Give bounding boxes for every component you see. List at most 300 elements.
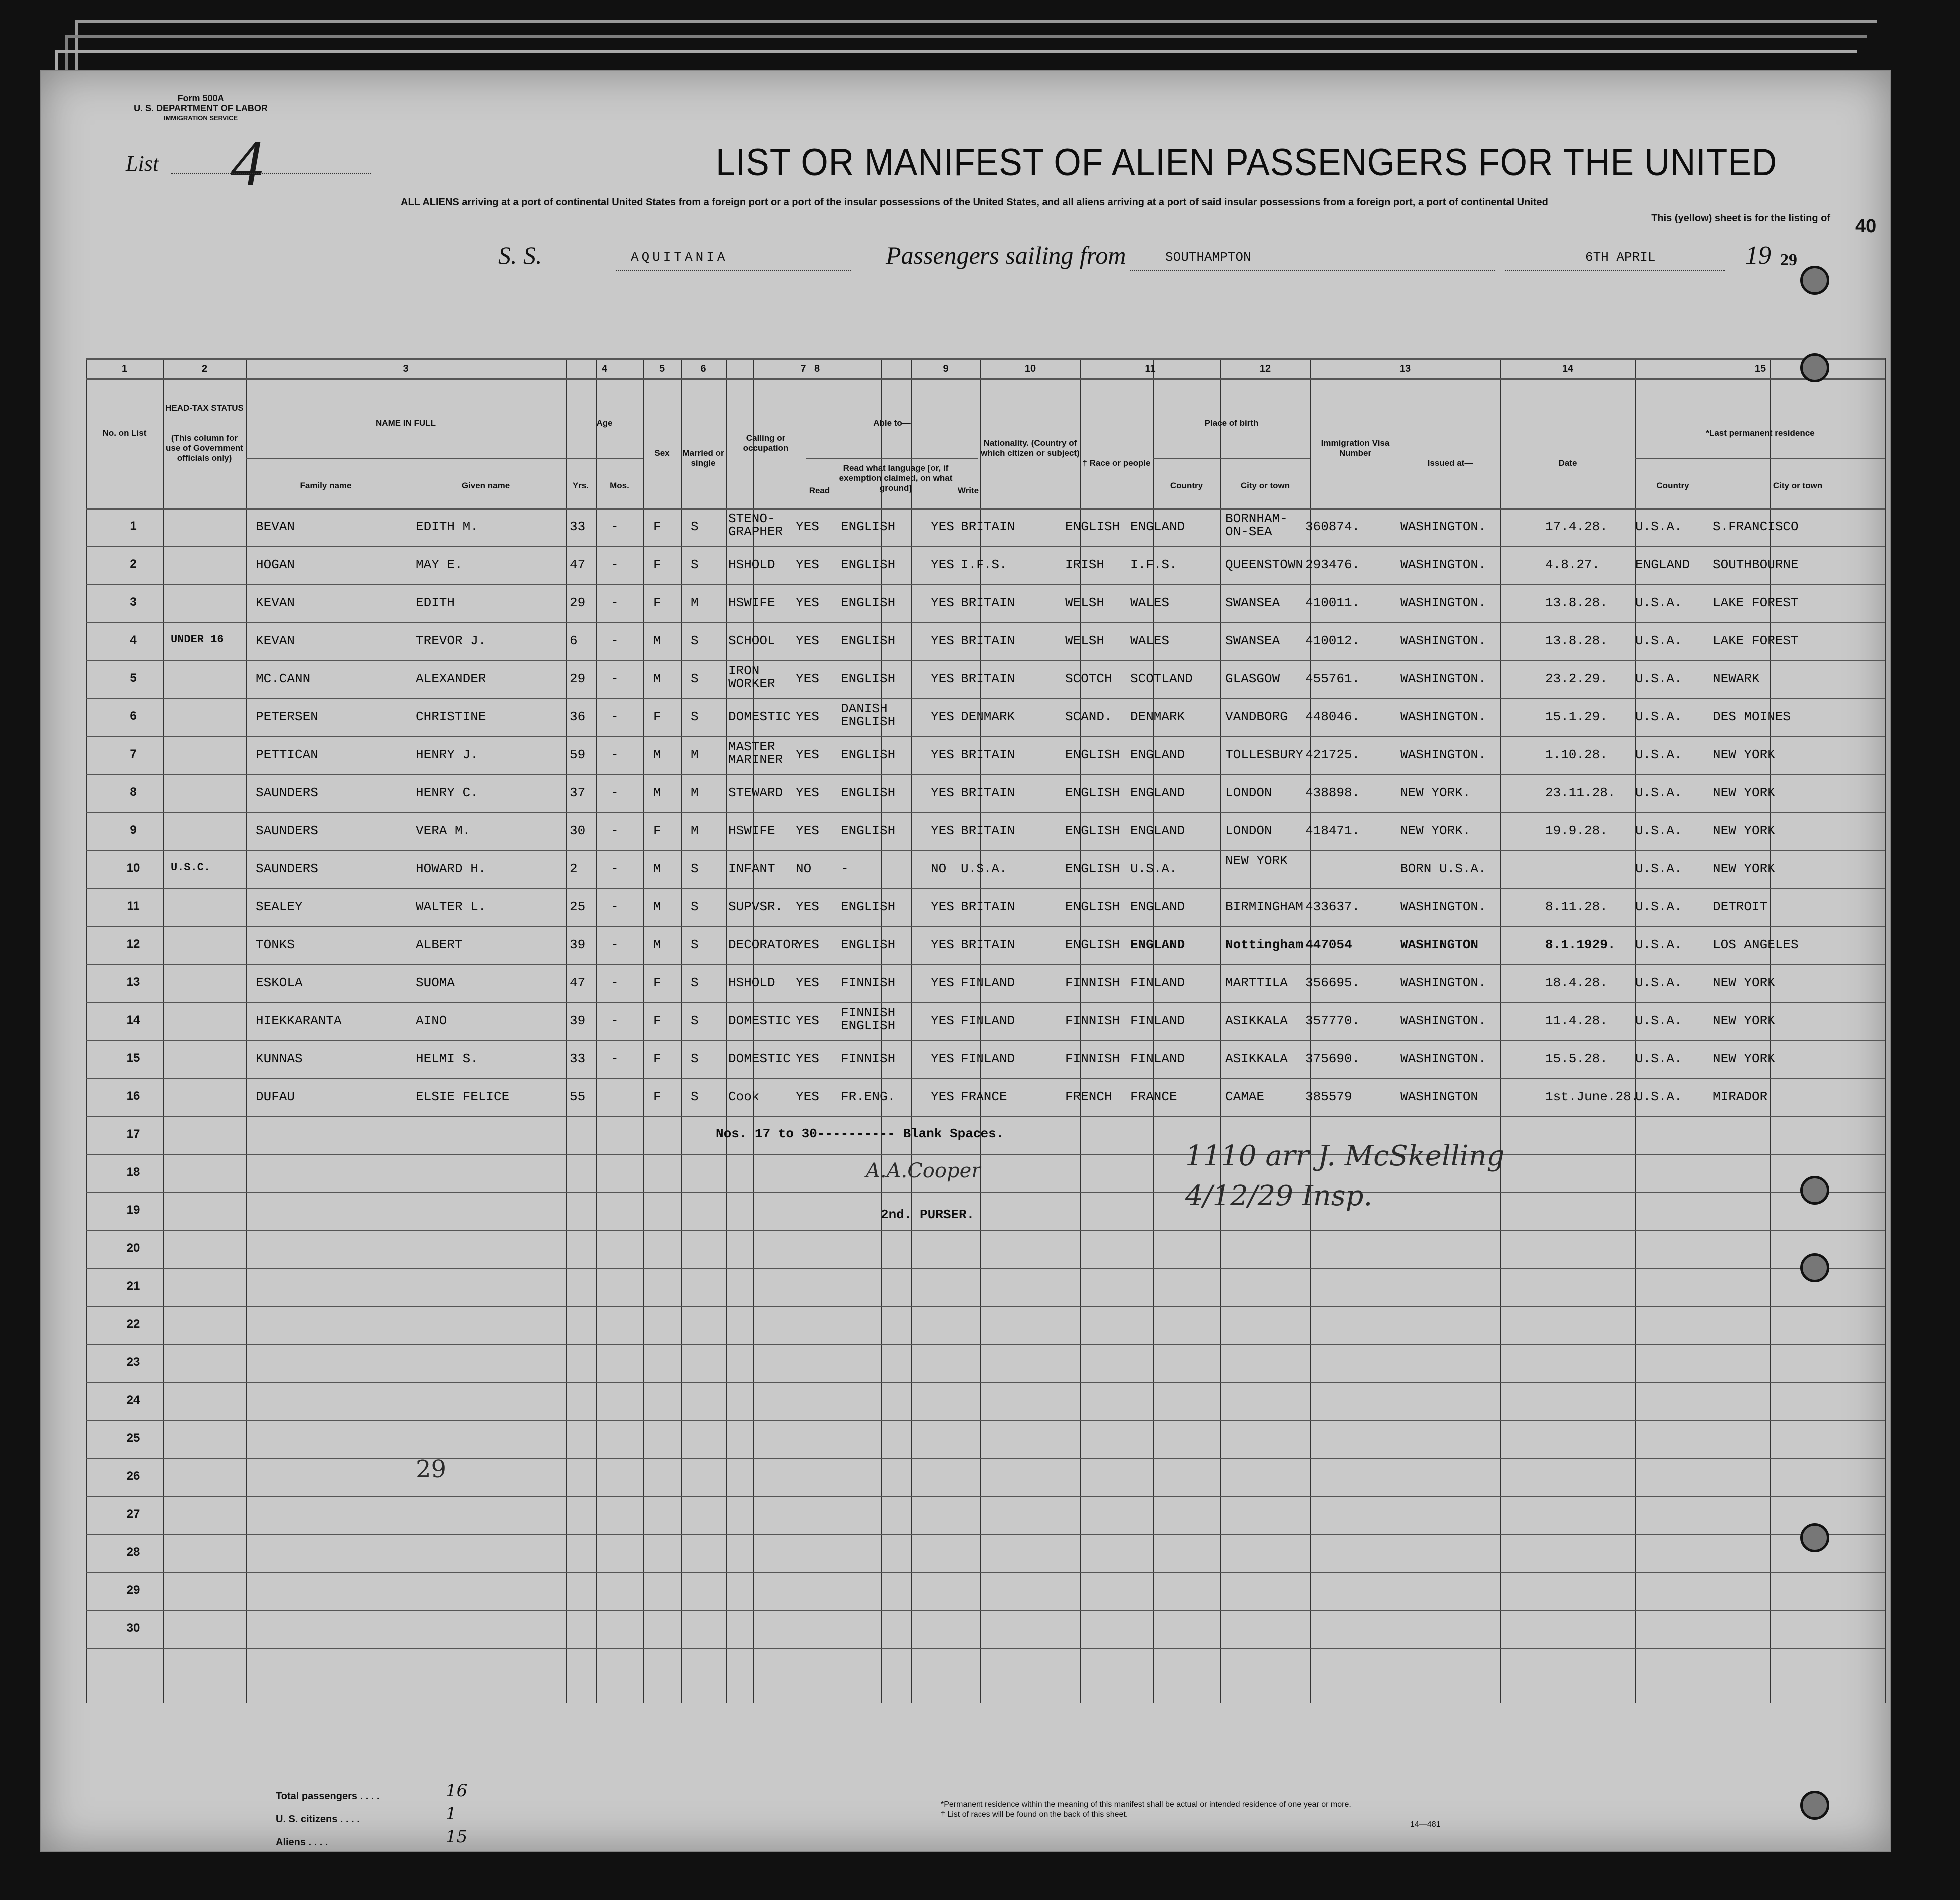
- row-line: [86, 736, 1885, 737]
- cell-r-country: U.S.A.: [1635, 1051, 1682, 1066]
- subheader-line: [566, 458, 643, 459]
- cell-b-country: DENMARK: [1130, 709, 1185, 724]
- cell-write: YES: [931, 937, 954, 952]
- cell-occupation: IRON WORKER: [728, 663, 775, 691]
- column-header: Read: [809, 486, 830, 495]
- cell-language: FR.ENG.: [841, 1089, 896, 1104]
- cell-mos: -: [611, 519, 619, 534]
- column-header: Immigration Visa Number: [1321, 438, 1390, 458]
- cell-r-country: U.S.A.: [1635, 709, 1682, 724]
- cell-b-city: NEW YORK: [1225, 853, 1288, 868]
- cell-b-country: U.S.A.: [1130, 861, 1177, 876]
- cell-date: 23.2.29.: [1545, 671, 1608, 686]
- column-number: 7: [800, 363, 806, 374]
- cell-yrs: 33: [570, 519, 586, 534]
- cell-r-city: NEWARK: [1713, 671, 1760, 686]
- cell-mos: -: [611, 899, 619, 914]
- cell-read: YES: [796, 633, 819, 648]
- cell-read: YES: [796, 1013, 819, 1028]
- cell-b-country: ENGLAND: [1130, 899, 1185, 914]
- cell-yrs: 33: [570, 1051, 586, 1066]
- cell-language: DANISH ENGLISH: [841, 701, 896, 729]
- cell-r-city: SOUTHBOURNE: [1713, 557, 1799, 572]
- column-header: Able to—: [873, 418, 911, 428]
- row-line: [86, 1078, 1885, 1079]
- total-value: 16: [446, 1781, 468, 1801]
- cell-language: ENGLISH: [841, 557, 896, 572]
- column-header: Given name: [461, 481, 510, 490]
- row-number: 13: [126, 975, 140, 989]
- head-tax-status: U.S.C.: [171, 861, 211, 874]
- cell-nationality: FINLAND: [961, 975, 1015, 990]
- cell-yrs: 47: [570, 557, 586, 572]
- cell-given: CHRISTINE: [416, 709, 486, 724]
- page-title: LIST OR MANIFEST OF ALIEN PASSENGERS FOR THE UNITED: [716, 141, 1778, 184]
- cell-read: YES: [796, 785, 819, 800]
- column-header: Place of birth: [1204, 418, 1259, 428]
- column-divider: [643, 358, 644, 1703]
- cell-b-country: I.F.S.: [1130, 557, 1177, 572]
- cell-r-city: NEW YORK: [1713, 1051, 1775, 1066]
- cell-occupation: STEWARD: [728, 785, 783, 800]
- row-line: [86, 1572, 1885, 1573]
- cell-b-city: GLASGOW: [1225, 671, 1280, 686]
- cell-family: KUNNAS: [256, 1051, 303, 1066]
- row-number: 4: [130, 633, 137, 647]
- cell-read: YES: [796, 557, 819, 572]
- cell-b-city: BORNHAM- ON-SEA: [1225, 511, 1288, 539]
- cell-family: HOGAN: [256, 557, 295, 572]
- cell-language: -: [841, 861, 849, 876]
- cell-b-city: ASIKKALA: [1225, 1051, 1288, 1066]
- cell-date: 8.1.1929.: [1545, 937, 1616, 952]
- cell-b-country: WALES: [1130, 633, 1170, 648]
- cell-date: 23.11.28.: [1545, 785, 1616, 800]
- cell-race: SCAND.: [1065, 709, 1112, 724]
- cell-r-country: U.S.A.: [1635, 1089, 1682, 1104]
- cell-write: YES: [931, 975, 954, 990]
- cell-family: MC.CANN: [256, 671, 311, 686]
- cell-b-country: ENGLAND: [1130, 519, 1185, 534]
- cell-write: YES: [931, 899, 954, 914]
- cell-issued: WASHINGTON: [1400, 937, 1479, 952]
- cell-mos: -: [611, 975, 619, 990]
- cell-nationality: BRITAIN: [961, 595, 1015, 610]
- cell-language: ENGLISH: [841, 747, 896, 762]
- cell-occupation: HSHOLD: [728, 557, 775, 572]
- cell-read: YES: [796, 975, 819, 990]
- cell-sex: M: [653, 747, 661, 762]
- cell-ms: S: [691, 975, 699, 990]
- cell-family: HIEKKARANTA: [256, 1013, 342, 1028]
- cell-ms: M: [691, 823, 699, 838]
- cell-occupation: HSWIFE: [728, 823, 775, 838]
- cell-mos: -: [611, 1051, 619, 1066]
- cell-read: YES: [796, 937, 819, 952]
- cell-given: HELMI S.: [416, 1051, 478, 1066]
- departure-date: 6TH APRIL: [1585, 250, 1656, 265]
- passengers-label: Passengers sailing from: [886, 241, 1126, 269]
- cell-ms: M: [691, 595, 699, 610]
- cell-yrs: 39: [570, 1013, 586, 1028]
- cell-race: SCOTCH: [1065, 671, 1112, 686]
- row-number: 29: [126, 1583, 140, 1597]
- cell-nationality: FINLAND: [961, 1051, 1015, 1066]
- cell-date: 15.5.28.: [1545, 1051, 1608, 1066]
- ship-underline: [616, 270, 851, 271]
- column-divider: [1885, 358, 1886, 1703]
- year-prefix: 19: [1745, 241, 1771, 270]
- cell-r-country: U.S.A.: [1635, 861, 1682, 876]
- row-line: [86, 1458, 1885, 1459]
- cell-read: YES: [796, 1089, 819, 1104]
- cell-r-city: NEW YORK: [1713, 823, 1775, 838]
- cell-yrs: 2: [570, 861, 578, 876]
- cell-sex: F: [653, 975, 661, 990]
- row-number: 28: [126, 1545, 140, 1559]
- residence-footnote: *Permanent residence within the meaning of this manifest shall be actual or intended residence of one year or more.: [941, 1800, 1351, 1809]
- cell-nationality: BRITAIN: [961, 519, 1015, 534]
- row-number: 27: [126, 1507, 140, 1521]
- citizens-value: 1: [446, 1804, 457, 1824]
- cell-mos: -: [611, 709, 619, 724]
- column-divider: [246, 358, 247, 1703]
- cell-issued: NEW YORK.: [1400, 823, 1471, 838]
- cell-occupation: DECORATOR: [728, 937, 799, 952]
- cell-yrs: 39: [570, 937, 586, 952]
- cell-b-country: WALES: [1130, 595, 1170, 610]
- cell-given: HOWARD H.: [416, 861, 486, 876]
- cell-visa: 360874.: [1305, 519, 1360, 534]
- cell-r-city: S.FRANCISCO: [1713, 519, 1799, 534]
- cell-language: FINNISH ENGLISH: [841, 1005, 896, 1033]
- cell-r-country: U.S.A.: [1635, 747, 1682, 762]
- row-line: [86, 698, 1885, 699]
- cell-b-city: VANDBORG: [1225, 709, 1288, 724]
- column-divider: [1220, 358, 1221, 1703]
- cell-b-country: FINLAND: [1130, 975, 1185, 990]
- column-header: (This column for use of Government officials only): [166, 433, 243, 463]
- row-line: [86, 660, 1885, 661]
- date-underline: [1505, 270, 1725, 271]
- cell-ms: S: [691, 899, 699, 914]
- cell-write: YES: [931, 557, 954, 572]
- column-header: Date: [1558, 458, 1577, 468]
- cell-race: FINNISH: [1065, 975, 1120, 990]
- cell-date: 13.8.28.: [1545, 633, 1608, 648]
- cell-b-city: QUEENSTOWN: [1225, 557, 1304, 572]
- row-number: 8: [130, 785, 137, 799]
- cell-given: HENRY J.: [416, 747, 478, 762]
- cell-family: TONKS: [256, 937, 295, 952]
- ship-name: AQUITANIA: [631, 250, 728, 265]
- row-number: 9: [130, 823, 137, 837]
- cell-yrs: 29: [570, 595, 586, 610]
- cell-race: ENGLISH: [1065, 747, 1120, 762]
- cell-issued: WASHINGTON.: [1400, 633, 1486, 648]
- cell-r-city: NEW YORK: [1713, 785, 1775, 800]
- cell-visa: 447054: [1305, 937, 1352, 952]
- cell-yrs: 55: [570, 1089, 586, 1104]
- binder-ring: [1800, 1791, 1829, 1820]
- cell-b-country: FINLAND: [1130, 1013, 1185, 1028]
- cell-visa: 410012.: [1305, 633, 1360, 648]
- row-number: 11: [127, 899, 140, 913]
- subheader-line: [1153, 458, 1310, 459]
- cell-ms: S: [691, 1013, 699, 1028]
- cell-b-country: ENGLAND: [1130, 937, 1185, 952]
- cell-visa: 293476.: [1305, 557, 1360, 572]
- cell-issued: NEW YORK.: [1400, 785, 1471, 800]
- row-line: [86, 1382, 1885, 1383]
- cell-nationality: BRITAIN: [961, 671, 1015, 686]
- manifest-sheet: [40, 70, 1891, 1852]
- row-line: [86, 584, 1885, 585]
- row-line: [86, 1002, 1885, 1003]
- cell-family: PETERSEN: [256, 709, 318, 724]
- cell-b-country: FINLAND: [1130, 1051, 1185, 1066]
- cell-issued: WASHINGTON.: [1400, 595, 1486, 610]
- column-header: Write: [957, 486, 979, 495]
- row-line: [86, 1154, 1885, 1155]
- cell-r-country: U.S.A.: [1635, 785, 1682, 800]
- footnotes: [941, 1800, 1441, 1830]
- cell-b-city: BIRMINGHAM: [1225, 899, 1304, 914]
- cell-race: ENGLISH: [1065, 785, 1120, 800]
- cell-write: YES: [931, 785, 954, 800]
- cell-r-country: U.S.A.: [1635, 671, 1682, 686]
- cell-mos: -: [611, 785, 619, 800]
- cell-visa: 455761.: [1305, 671, 1360, 686]
- cell-read: NO: [796, 861, 812, 876]
- manifest-table: [86, 358, 1885, 1703]
- cell-family: SAUNDERS: [256, 785, 318, 800]
- cell-occupation: SCHOOL: [728, 633, 775, 648]
- cell-language: FINNISH: [841, 975, 896, 990]
- cell-r-country: U.S.A.: [1635, 899, 1682, 914]
- cell-language: ENGLISH: [841, 823, 896, 838]
- row-number: 12: [126, 937, 140, 951]
- cell-given: MAY E.: [416, 557, 463, 572]
- column-divider: [596, 358, 597, 1703]
- ss-label: S. S.: [498, 241, 542, 269]
- totals-block: [276, 1781, 576, 1860]
- cell-nationality: BRITAIN: [961, 747, 1015, 762]
- row-number: 18: [126, 1165, 140, 1179]
- purser-title: 2nd. PURSER.: [881, 1207, 975, 1222]
- cell-mos: -: [611, 937, 619, 952]
- cell-b-city: SWANSEA: [1225, 595, 1280, 610]
- aliens-value: 15: [446, 1827, 468, 1847]
- cell-visa: 410011.: [1305, 595, 1360, 610]
- cell-yrs: 47: [570, 975, 586, 990]
- column-number: 11: [1145, 363, 1156, 374]
- cell-given: TREVOR J.: [416, 633, 486, 648]
- cell-date: 17.4.28.: [1545, 519, 1608, 534]
- list-number: 4: [231, 127, 263, 199]
- cell-race: IRISH: [1065, 557, 1105, 572]
- row-number: 5: [130, 671, 137, 685]
- cell-sex: F: [653, 1051, 661, 1066]
- cell-nationality: BRITAIN: [961, 899, 1015, 914]
- purser-signature: A.A.Cooper: [866, 1159, 981, 1182]
- column-number: 12: [1259, 363, 1271, 374]
- cell-visa: 418471.: [1305, 823, 1360, 838]
- cell-language: ENGLISH: [841, 937, 896, 952]
- cell-issued: WASHINGTON.: [1400, 557, 1486, 572]
- row-number: 24: [126, 1393, 140, 1407]
- row-line: [86, 546, 1885, 547]
- column-header: Country: [1656, 481, 1689, 490]
- row-number: 20: [126, 1241, 140, 1255]
- row-line: [86, 1496, 1885, 1497]
- cell-issued: WASHINGTON.: [1400, 975, 1486, 990]
- column-number: 1: [121, 363, 128, 374]
- binder-ring: [1800, 1176, 1829, 1205]
- column-header: Yrs.: [572, 481, 589, 490]
- cell-race: FINNISH: [1065, 1013, 1120, 1028]
- cell-occupation: STENO- GRAPHER: [728, 511, 783, 539]
- cell-read: YES: [796, 1051, 819, 1066]
- races-footnote: † List of races will be found on the back of this sheet.: [941, 1810, 1128, 1819]
- cell-write: YES: [931, 519, 954, 534]
- cell-r-city: DETROIT: [1713, 899, 1768, 914]
- cell-b-country: ENGLAND: [1130, 823, 1185, 838]
- row-line: [86, 1040, 1885, 1041]
- cell-read: YES: [796, 899, 819, 914]
- cell-family: BEVAN: [256, 519, 295, 534]
- binder-ring: [1800, 1253, 1829, 1282]
- cell-r-country: U.S.A.: [1635, 519, 1682, 534]
- cell-mos: -: [611, 823, 619, 838]
- row-line: [86, 926, 1885, 927]
- column-divider: [86, 358, 87, 1703]
- cell-issued: WASHINGTON.: [1400, 747, 1486, 762]
- column-header: Calling or occupation: [743, 433, 789, 453]
- cell-yrs: 59: [570, 747, 586, 762]
- cell-language: ENGLISH: [841, 671, 896, 686]
- row-number: 14: [126, 1013, 140, 1027]
- cell-date: 4.8.27.: [1545, 557, 1600, 572]
- citizens-label: U. S. citizens . . . .: [276, 1814, 360, 1825]
- cell-r-country: U.S.A.: [1635, 975, 1682, 990]
- column-number: 10: [1024, 363, 1036, 374]
- cell-sex: F: [653, 557, 661, 572]
- page-number: 40: [1855, 216, 1877, 237]
- cell-write: YES: [931, 1089, 954, 1104]
- row-number: 19: [126, 1203, 140, 1217]
- cell-nationality: I.F.S.: [961, 557, 1007, 572]
- cell-language: ENGLISH: [841, 595, 896, 610]
- cell-date: 1st.June.28.: [1545, 1089, 1639, 1104]
- row-number: 17: [126, 1127, 140, 1141]
- cell-yrs: 6: [570, 633, 578, 648]
- cell-language: ENGLISH: [841, 633, 896, 648]
- cell-write: YES: [931, 595, 954, 610]
- cell-b-country: SCOTLAND: [1130, 671, 1193, 686]
- row-number: 30: [126, 1621, 140, 1635]
- cell-issued: WASHINGTON.: [1400, 709, 1486, 724]
- row-number: 16: [126, 1089, 140, 1103]
- cell-nationality: FINLAND: [961, 1013, 1015, 1028]
- column-header: No. on List: [102, 428, 147, 438]
- cell-ms: S: [691, 557, 699, 572]
- cell-nationality: FRANCE: [961, 1089, 1007, 1104]
- binder-ring: [1800, 266, 1829, 295]
- cell-ms: S: [691, 671, 699, 686]
- aliens-label: Aliens . . . .: [276, 1837, 328, 1848]
- row-number: 26: [126, 1469, 140, 1483]
- cell-sex: M: [653, 633, 661, 648]
- cell-given: HENRY C.: [416, 785, 478, 800]
- column-header: HEAD-TAX STATUS: [165, 403, 244, 413]
- cell-b-country: ENGLAND: [1130, 785, 1185, 800]
- cell-b-city: LONDON: [1225, 823, 1272, 838]
- cell-write: NO: [931, 861, 947, 876]
- cell-r-city: LOS ANGELES: [1713, 937, 1799, 952]
- cell-write: YES: [931, 709, 954, 724]
- row-line: [86, 812, 1885, 813]
- year-suffix: 29: [1780, 251, 1797, 269]
- cell-r-city: NEW YORK: [1713, 1013, 1775, 1028]
- cell-yrs: 36: [570, 709, 586, 724]
- cell-b-city: CAMAE: [1225, 1089, 1265, 1104]
- cell-b-city: LONDON: [1225, 785, 1272, 800]
- cell-nationality: DENMARK: [961, 709, 1015, 724]
- cell-occupation: DOMESTIC: [728, 1013, 791, 1028]
- column-header: † Race or people: [1082, 458, 1151, 468]
- cell-r-city: MIRADOR: [1713, 1089, 1768, 1104]
- row-line: [86, 1230, 1885, 1231]
- row-number: 21: [126, 1279, 140, 1293]
- cell-nationality: BRITAIN: [961, 785, 1015, 800]
- cell-ms: M: [691, 785, 699, 800]
- cell-ms: S: [691, 861, 699, 876]
- cell-given: VERA M.: [416, 823, 471, 838]
- cell-date: 8.11.28.: [1545, 899, 1608, 914]
- column-number: 9: [943, 363, 949, 374]
- cell-sex: F: [653, 823, 661, 838]
- cell-family: KEVAN: [256, 633, 295, 648]
- cell-nationality: U.S.A.: [961, 861, 1007, 876]
- cell-family: PETTICAN: [256, 747, 318, 762]
- page-subtitle: ALL ALIENS arriving at a port of continental United States from a foreign port or a port of the insular possessions of the United States, and all aliens arriving at a port of said insular possessions from a foreign port, a port of continental United: [401, 197, 1548, 208]
- column-number: 5: [659, 363, 665, 374]
- cell-occupation: HSHOLD: [728, 975, 775, 990]
- cell-ms: S: [691, 1089, 699, 1104]
- column-divider: [566, 358, 567, 1703]
- cell-sex: M: [653, 785, 661, 800]
- cell-read: YES: [796, 823, 819, 838]
- column-header: Sex: [654, 448, 670, 458]
- row-number: 3: [130, 595, 137, 609]
- cell-b-country: ENGLAND: [1130, 747, 1185, 762]
- cell-read: YES: [796, 519, 819, 534]
- head-tax-status: UNDER 16: [171, 633, 224, 646]
- cell-issued: WASHINGTON.: [1400, 519, 1486, 534]
- form-number: Form 500A: [177, 93, 224, 103]
- cell-occupation: SUPVSR.: [728, 899, 783, 914]
- column-number: 13: [1399, 363, 1411, 374]
- cell-write: YES: [931, 671, 954, 686]
- departure-port: SOUTHAMPTON: [1165, 250, 1251, 265]
- cell-yrs: 37: [570, 785, 586, 800]
- column-number: 8: [814, 363, 820, 374]
- column-divider: [681, 358, 682, 1703]
- cell-issued: WASHINGTON: [1400, 1089, 1479, 1104]
- list-underline: [171, 173, 371, 174]
- cell-date: 15.1.29.: [1545, 709, 1608, 724]
